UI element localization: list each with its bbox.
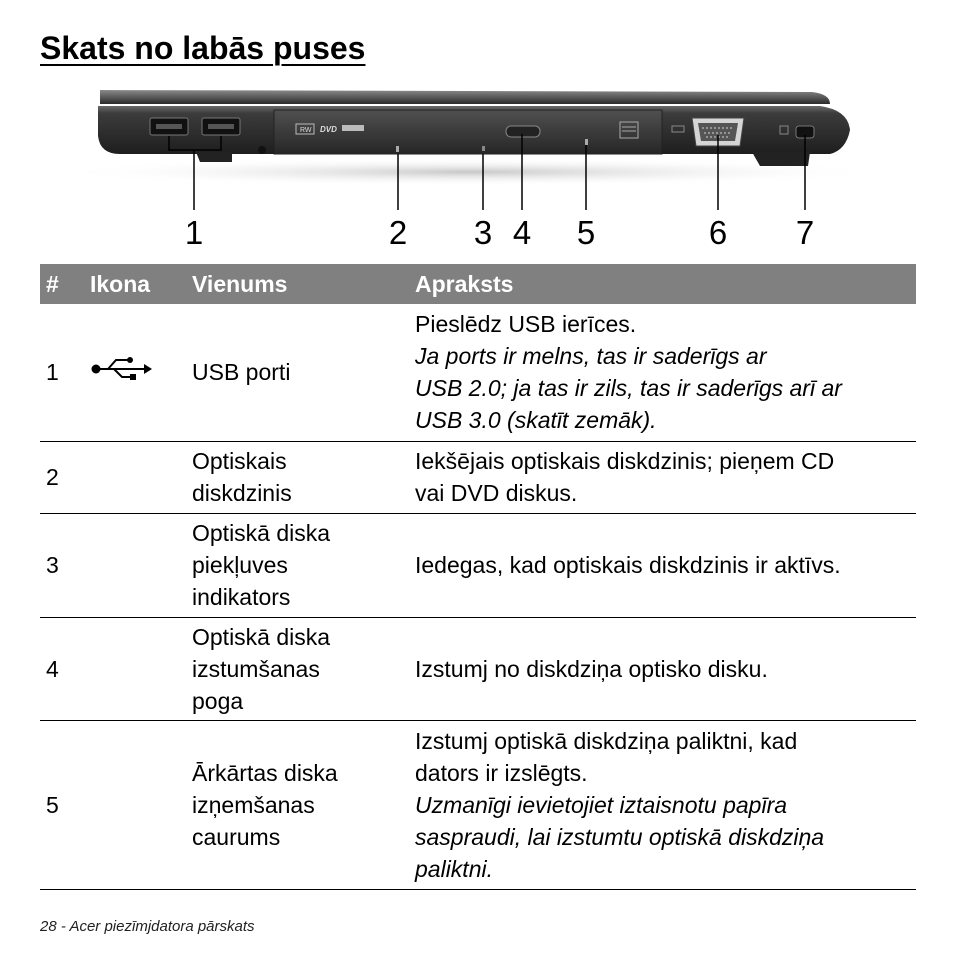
table-row [40, 617, 916, 720]
callout-6: 6 [708, 214, 728, 251]
column-header-icon: Ikona [84, 264, 186, 304]
row-icon-cell [84, 513, 186, 617]
column-header-description: Apraksts [409, 264, 916, 304]
ports-table [40, 264, 916, 890]
description-line: dators ir izslēgts. [415, 759, 588, 786]
row-icon-cell [84, 617, 186, 720]
row-number: 4 [40, 617, 84, 720]
eject-button [506, 126, 540, 137]
callout-5: 5 [576, 214, 596, 251]
emergency-eject-hole [585, 139, 588, 145]
laptop-lid [100, 90, 830, 104]
table-row [40, 513, 916, 617]
item-line: Optiskā diska [192, 623, 331, 650]
item-line: izstumšanas [192, 655, 320, 682]
table-row [40, 441, 916, 513]
row-number: 5 [40, 720, 84, 889]
dvd-rw-badge [342, 125, 364, 131]
dvd-logo-text: DVD [320, 125, 337, 134]
callout-2: 2 [388, 214, 408, 251]
description-line: Izstumj optiskā diskdziņa paliktni, kad [415, 727, 798, 754]
description-note-line: USB 3.0 (skatīt zemāk). [415, 407, 657, 434]
item-line: diskdzinis [192, 480, 292, 506]
drive-marker-2 [396, 146, 399, 152]
usb-icon [90, 355, 152, 381]
table-row [40, 720, 916, 889]
page-title: Skats no labās puses [40, 30, 366, 66]
description-note-line: Ja ports ir melns, tas ir saderīgs ar [415, 343, 767, 370]
item-line: piekļuves [192, 552, 288, 578]
row-icon-cell [84, 720, 186, 889]
description-line: Izstumj no diskdziņa optisko disku. [415, 655, 768, 682]
description-note-line: paliktni. [415, 855, 493, 882]
column-header-item: Vienums [186, 264, 409, 304]
page-footer: 28 - Acer piezīmjdatora pārskats [40, 918, 255, 935]
row-icon-cell [84, 304, 186, 441]
description-line: vai DVD diskus. [415, 480, 578, 506]
row-description [409, 720, 916, 889]
table-row [40, 304, 916, 441]
row-item [186, 513, 409, 617]
drive-access-led [482, 146, 485, 151]
callout-4: 4 [512, 214, 532, 251]
item-line: USB porti [192, 359, 291, 386]
column-header-number: # [40, 264, 84, 304]
row-number: 1 [40, 304, 84, 441]
row-description [409, 441, 916, 513]
row-description [409, 513, 916, 617]
row-item [186, 304, 409, 441]
item-line: izņemšanas [192, 791, 315, 818]
item-line: Optiskā diska [192, 520, 331, 546]
item-line: Ārkārtas diska [192, 759, 338, 786]
vent-hole [258, 146, 266, 154]
laptop-right-side-illustration [0, 80, 954, 255]
front-foot [196, 152, 232, 162]
row-item [186, 720, 409, 889]
callout-1: 1 [184, 214, 204, 251]
table-body [40, 304, 916, 889]
row-number: 3 [40, 513, 84, 617]
description-note-line: Uzmanīgi ievietojiet iztaisnotu papīra [415, 791, 788, 818]
usb-port-right [202, 118, 240, 135]
description-note-line: USB 2.0; ja tas ir zils, tas ir saderīgs arī ar [415, 375, 842, 402]
row-icon-cell [84, 441, 186, 513]
table-header-row [40, 264, 916, 304]
row-item [186, 441, 409, 513]
row-item [186, 617, 409, 720]
item-line: caurums [192, 823, 281, 850]
callout-3: 3 [473, 214, 493, 251]
row-number: 2 [40, 441, 84, 513]
callout-7: 7 [795, 214, 815, 251]
row-description [409, 617, 916, 720]
rear-foot [752, 152, 810, 166]
description-line: Iedegas, kad optiskais diskdzinis ir aktīvs. [415, 552, 841, 578]
description-note-line: saspraudi, lai izstumtu optiskā diskdziņa [415, 823, 825, 850]
item-line: poga [192, 687, 244, 714]
description-line: Pieslēdz USB ierīces. [415, 311, 637, 338]
item-line: indikators [192, 584, 291, 610]
rw-logo-text: RW [300, 127, 312, 134]
description-line: Iekšējais optiskais diskdzinis; pieņem CD [415, 448, 835, 474]
item-line: Optiskais [192, 448, 287, 474]
row-description [409, 304, 916, 441]
usb-port-left [150, 118, 188, 135]
